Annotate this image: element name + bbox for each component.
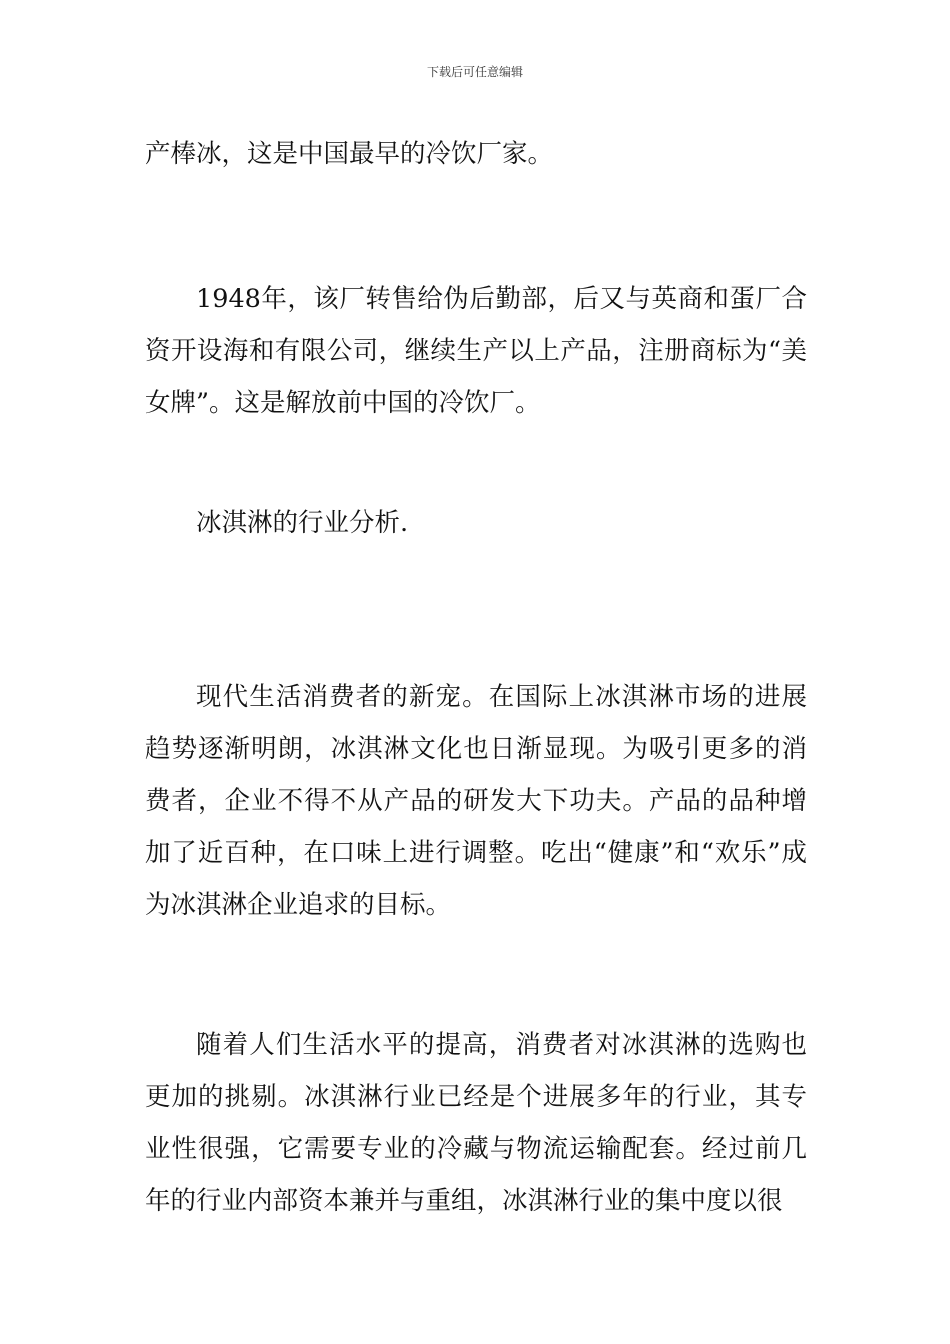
section-heading: 冰淇淋的行业分析.	[196, 508, 409, 538]
page-header: 下载后可任意编辑	[426, 65, 523, 79]
paragraph-continuation: 产棒冰，这是中国最早的冷饮厂家。	[145, 139, 554, 169]
paragraph-trends: 现代生活消费者的新宠。在国际上冰淇淋市场的进展趋势逐渐明朗，冰淇淋文化也日渐显现。为吸引更多的消费者，企业不得不从产品的研发大下功夫。产品的品种增加了近百种，在口味上进行调整。吃出“健康”和“欢乐”成为冰淇淋企业追求的目标。	[145, 682, 807, 920]
paragraph-industry: 随着人们生活水平的提高，消费者对冰淇淋的选购也更加的挑剔。冰淇淋行业已经是个进展多年的行业，其专业性很强，它需要专业的冷藏与物流运输配套。经过前几年的行业内部资本兼并与重组，冰淇淋行业的集中度以很	[145, 1030, 807, 1216]
paragraph-history: 1948年，该厂转售给伪后勤部，后又与英商和蛋厂合资开设海和有限公司，继续生产以上产品，注册商标为“美女牌”。这是解放前中国的冷饮厂。	[145, 284, 807, 418]
